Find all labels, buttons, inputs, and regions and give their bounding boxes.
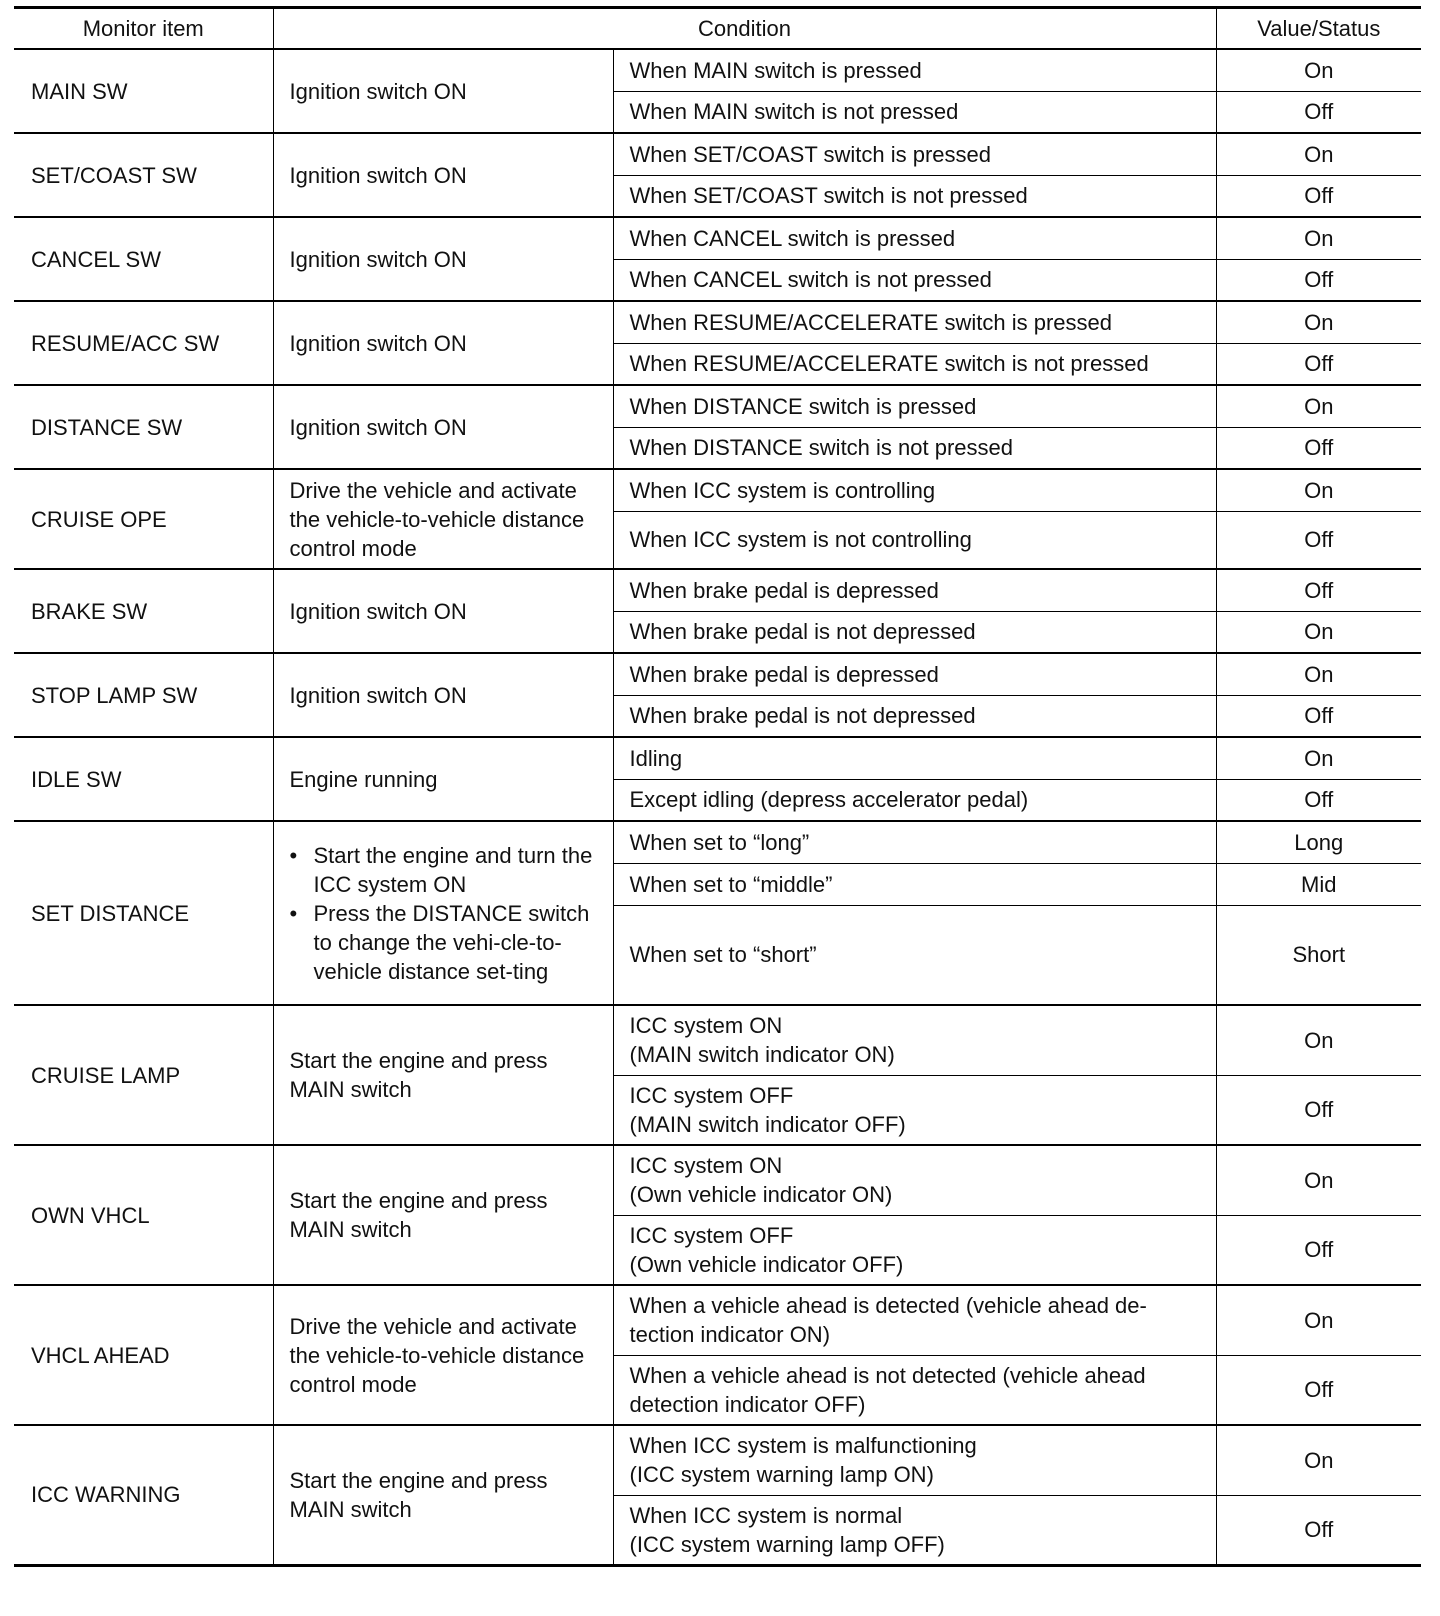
sub-condition-cell — [613, 217, 1216, 259]
table-row — [14, 821, 1421, 863]
sub-condition-cell — [613, 259, 1216, 301]
monitor-item-cell: STOP LAMP SW — [14, 653, 273, 737]
value-status-cell: Off — [1216, 91, 1421, 133]
sub-condition-cell — [613, 863, 1216, 905]
sub-condition-text: When set to “middle” — [629, 871, 833, 897]
condition-cell: Ignition switch ON — [273, 301, 613, 385]
condition-cell: Drive the vehicle and activate the vehicle-to-vehicle distance control mode — [273, 469, 613, 569]
sub-condition-cell — [613, 611, 1216, 653]
sub-condition-cell — [613, 1355, 1216, 1425]
monitor-item-cell: SET DISTANCE — [14, 821, 273, 1005]
sub-condition-text-line2: (Own vehicle indicator OFF) — [629, 1251, 904, 1277]
sub-condition-text: Except idling (depress accelerator pedal) — [629, 787, 1029, 813]
sub-condition-text: When set to “long” — [629, 829, 810, 855]
monitor-item-cell: IDLE SW — [14, 737, 273, 821]
sub-condition-text: When SET/COAST switch is not pressed — [629, 183, 1028, 209]
table-row — [14, 1145, 1421, 1215]
value-status-cell: On — [1216, 1005, 1421, 1075]
sub-condition-text: When a vehicle ahead is not detected (vehicle ahead detection indicator OFF) — [629, 1362, 1146, 1417]
sub-condition-text: When RESUME/ACCELERATE switch is pressed — [629, 309, 1113, 335]
sub-condition-text: When brake pedal is depressed — [629, 661, 939, 687]
value-status-cell: Off — [1216, 175, 1421, 217]
value-status-cell: Off — [1216, 779, 1421, 821]
sub-condition-cell — [613, 343, 1216, 385]
sub-condition-text-line2: (MAIN switch indicator OFF) — [629, 1111, 906, 1137]
sub-condition-text: When brake pedal is depressed — [629, 577, 939, 603]
sub-condition-text: ICC system OFF — [629, 1222, 794, 1248]
sub-condition-cell — [613, 1215, 1216, 1285]
sub-condition-text: When brake pedal is not depressed — [629, 703, 976, 729]
header-value-status: Value/Status — [1216, 8, 1421, 50]
sub-condition-cell — [613, 301, 1216, 343]
condition-cell: Ignition switch ON — [273, 569, 613, 653]
condition-bullet: • Start the engine and turn the ICC system ON — [290, 841, 597, 899]
sub-condition-text: When SET/COAST switch is pressed — [629, 141, 991, 167]
sub-condition-text: ICC system ON — [629, 1013, 783, 1039]
sub-condition-cell — [613, 653, 1216, 695]
sub-condition-cell — [613, 1495, 1216, 1565]
table-row — [14, 1285, 1421, 1355]
condition-cell: Ignition switch ON — [273, 133, 613, 217]
value-status-cell: Off — [1216, 1075, 1421, 1145]
header-monitor-item: Monitor item — [14, 8, 273, 50]
value-status-cell: On — [1216, 1285, 1421, 1355]
sub-condition-cell — [613, 1075, 1216, 1145]
sub-condition-text: Idling — [629, 745, 683, 771]
sub-condition-text: When ICC system is controlling — [629, 477, 936, 503]
sub-condition-cell — [613, 1425, 1216, 1495]
condition-bullet: • Press the DISTANCE switch to change the vehi-cle-to-vehicle distance set-ting — [290, 899, 597, 986]
table-row — [14, 301, 1421, 343]
monitor-item-cell: RESUME/ACC SW — [14, 301, 273, 385]
table-row — [14, 217, 1421, 259]
value-status-cell: Long — [1216, 821, 1421, 863]
sub-condition-cell — [613, 737, 1216, 779]
monitor-item-cell: SET/COAST SW — [14, 133, 273, 217]
monitor-item-cell: ICC WARNING — [14, 1425, 273, 1565]
table-row — [14, 1425, 1421, 1495]
value-status-cell: Short — [1216, 905, 1421, 1005]
sub-condition-text: When ICC system is normal — [629, 1502, 903, 1528]
sub-condition-cell — [613, 821, 1216, 863]
table-row — [14, 1005, 1421, 1075]
monitor-item-cell: CRUISE OPE — [14, 469, 273, 569]
monitor-item-cell: CRUISE LAMP — [14, 1005, 273, 1145]
table-row — [14, 49, 1421, 91]
header-condition: Condition — [273, 8, 1216, 50]
sub-condition-text: When DISTANCE switch is pressed — [629, 393, 977, 419]
sub-condition-text: ICC system ON — [629, 1153, 783, 1179]
condition-cell: Engine running — [273, 737, 613, 821]
sub-condition-text: When ICC system is not controlling — [629, 527, 972, 553]
monitor-item-cell: MAIN SW — [14, 49, 273, 133]
sub-condition-cell — [613, 779, 1216, 821]
value-status-cell: Mid — [1216, 863, 1421, 905]
value-status-cell: Off — [1216, 343, 1421, 385]
value-status-cell: On — [1216, 653, 1421, 695]
sub-condition-text-line2: (ICC system warning lamp OFF) — [629, 1531, 945, 1557]
value-status-cell: On — [1216, 49, 1421, 91]
monitor-item-cell: DISTANCE SW — [14, 385, 273, 469]
sub-condition-text: When MAIN switch is pressed — [629, 57, 922, 83]
value-status-cell: Off — [1216, 1495, 1421, 1565]
condition-cell — [273, 821, 613, 1005]
value-status-cell: On — [1216, 611, 1421, 653]
value-status-cell: Off — [1216, 569, 1421, 611]
value-status-cell: Off — [1216, 695, 1421, 737]
sub-condition-cell — [613, 511, 1216, 569]
value-status-cell: On — [1216, 737, 1421, 779]
sub-condition-cell — [613, 49, 1216, 91]
sub-condition-cell — [613, 427, 1216, 469]
table-row — [14, 385, 1421, 427]
sub-condition-text: When CANCEL switch is pressed — [629, 225, 956, 251]
condition-cell: Start the engine and press MAIN switch — [273, 1005, 613, 1145]
sub-condition-text-line2: (MAIN switch indicator ON) — [629, 1042, 895, 1068]
monitor-item-cell: BRAKE SW — [14, 569, 273, 653]
value-status-cell: Off — [1216, 1215, 1421, 1285]
condition-cell: Start the engine and press MAIN switch — [273, 1145, 613, 1285]
sub-condition-cell — [613, 905, 1216, 1005]
sub-condition-cell — [613, 1285, 1216, 1355]
sub-condition-cell — [613, 385, 1216, 427]
value-status-cell: Off — [1216, 259, 1421, 301]
table-row — [14, 653, 1421, 695]
value-status-cell: On — [1216, 133, 1421, 175]
sub-condition-text: ICC system OFF — [629, 1082, 794, 1108]
value-status-cell: On — [1216, 217, 1421, 259]
sub-condition-cell — [613, 469, 1216, 511]
table-body — [14, 49, 1421, 1565]
monitor-item-table — [14, 6, 1421, 1567]
table-row — [14, 737, 1421, 779]
sub-condition-cell — [613, 695, 1216, 737]
sub-condition-text: When brake pedal is not depressed — [629, 619, 976, 645]
sub-condition-text: When CANCEL switch is not pressed — [629, 267, 992, 293]
table-row — [14, 569, 1421, 611]
condition-cell: Drive the vehicle and activate the vehicle-to-vehicle distance control mode — [273, 1285, 613, 1425]
value-status-cell: Off — [1216, 511, 1421, 569]
monitor-item-cell: OWN VHCL — [14, 1145, 273, 1285]
condition-cell: Ignition switch ON — [273, 217, 613, 301]
table-row — [14, 133, 1421, 175]
sub-condition-text: When ICC system is malfunctioning — [629, 1433, 977, 1459]
sub-condition-text: When DISTANCE switch is not pressed — [629, 435, 1013, 461]
value-status-cell: On — [1216, 469, 1421, 511]
monitor-item-cell: VHCL AHEAD — [14, 1285, 273, 1425]
value-status-cell: Off — [1216, 427, 1421, 469]
value-status-cell: On — [1216, 1145, 1421, 1215]
sub-condition-cell — [613, 1145, 1216, 1215]
sub-condition-text-line2: (ICC system warning lamp ON) — [629, 1462, 934, 1488]
sub-condition-cell — [613, 133, 1216, 175]
table-row — [14, 469, 1421, 511]
condition-cell: Start the engine and press MAIN switch — [273, 1425, 613, 1565]
value-status-cell: Off — [1216, 1355, 1421, 1425]
condition-bullet-list — [290, 841, 597, 986]
sub-condition-cell — [613, 569, 1216, 611]
condition-cell: Ignition switch ON — [273, 49, 613, 133]
condition-cell: Ignition switch ON — [273, 653, 613, 737]
table-header-row — [14, 8, 1421, 50]
sub-condition-text: When MAIN switch is not pressed — [629, 99, 959, 125]
value-status-cell: On — [1216, 385, 1421, 427]
sub-condition-cell — [613, 91, 1216, 133]
sub-condition-text: When RESUME/ACCELERATE switch is not pressed — [629, 351, 1149, 377]
value-status-cell: On — [1216, 1425, 1421, 1495]
sub-condition-text: When a vehicle ahead is detected (vehicle ahead de-tection indicator ON) — [629, 1293, 1147, 1348]
monitor-item-cell: CANCEL SW — [14, 217, 273, 301]
sub-condition-cell — [613, 1005, 1216, 1075]
condition-cell: Ignition switch ON — [273, 385, 613, 469]
sub-condition-text-line2: (Own vehicle indicator ON) — [629, 1182, 893, 1208]
value-status-cell: On — [1216, 301, 1421, 343]
sub-condition-text: When set to “short” — [629, 942, 817, 968]
sub-condition-cell — [613, 175, 1216, 217]
